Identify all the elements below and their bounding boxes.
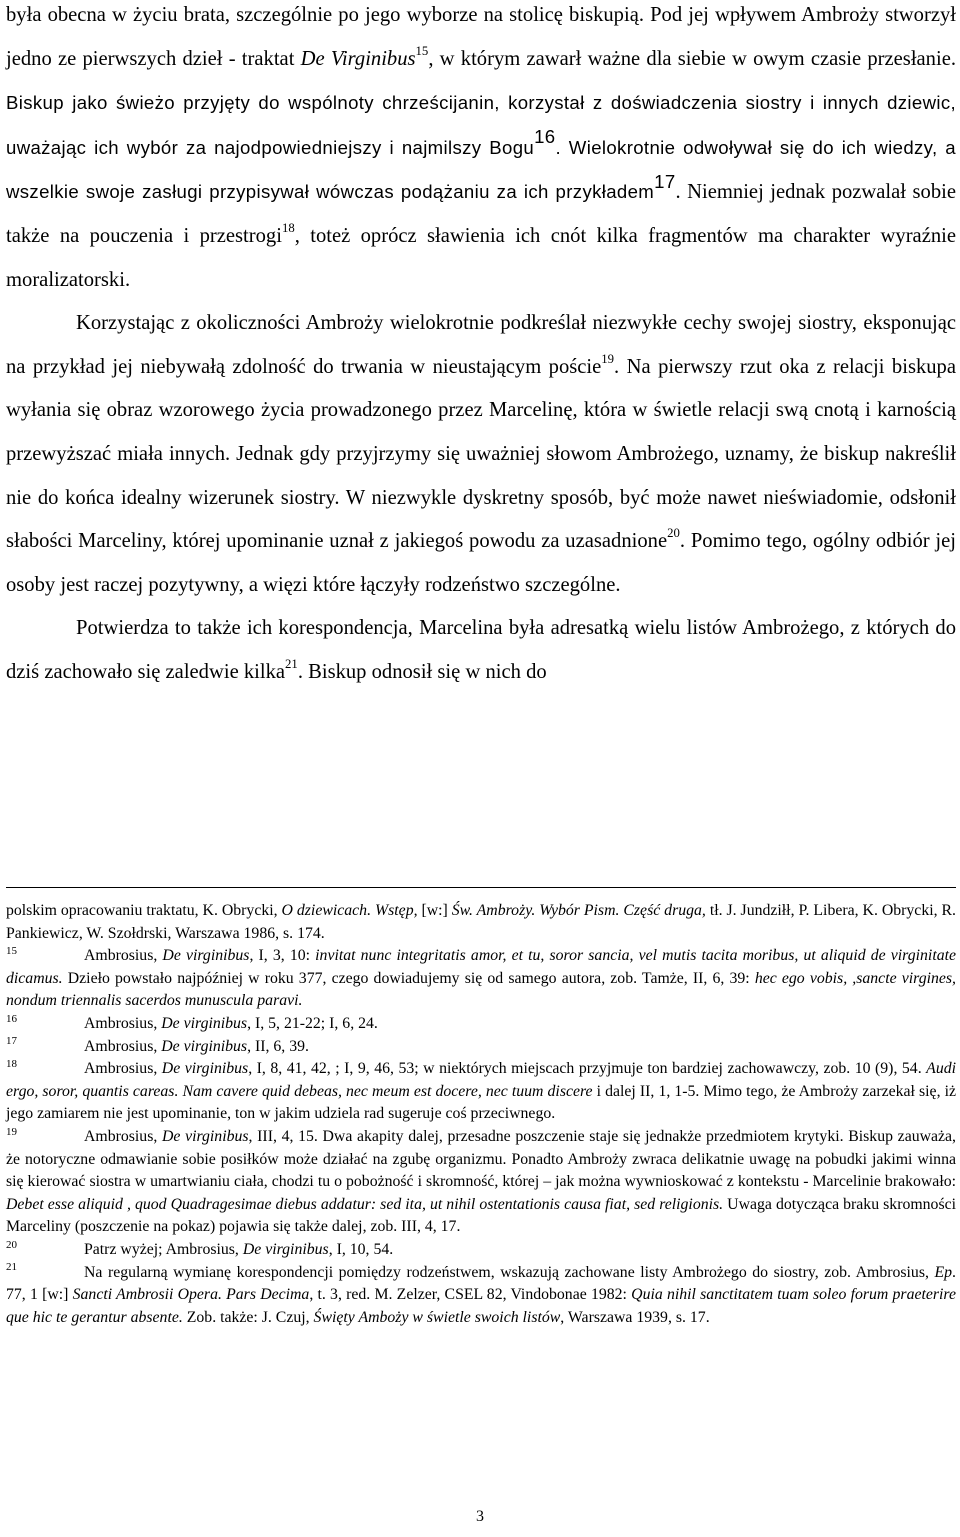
footnote-ref-18[interactable]: 18 — [281, 221, 295, 236]
text-run: , I, 8, 41, 42, ; I, 9, 46, 53; w niektórych miejscach przyjmuje ton bardziej zachowawczy, zob. 10 (9), 54. — [248, 1060, 927, 1078]
text-run: Zob. także: J. Czuj, — [182, 1308, 314, 1326]
paragraph-1 — [6, 0, 956, 302]
text-run: Ambrosius, — [84, 947, 163, 965]
text-run: , toteż oprócz sławienia ich cnót kilka fragmentów ma charakter wyraźnie moralizatorski. — [6, 224, 956, 291]
text-run: Ambrosius, — [84, 1037, 162, 1055]
text-run: tł. J. Jundziłł, P. Libera, K. Obrycki, R. Pankiewicz, W. Szołdrski, Warszawa 1986, s. 174. — [6, 902, 956, 942]
main-text — [6, 0, 956, 695]
text-run: . Niemniej jednak pozwalał sobie także na pouczenia i przestrogi — [6, 181, 956, 247]
footnote-21: 21 Na regularną wymianę korespondencji pomiędzy rodzeństwem, wskazują zachowane listy Ambrożego do siostry, zob. Ambrosius, Ep. 77, 1 [w:] Sancti Ambrosii Opera. Pars Decima, t. 3, red. M. Zelzer, CSEL 82, Vindobonae 1982: Quia nihil sanctitatem tuam soleo forum praeterire que hic te gerantur absente. Zob. także: J. Czuj, Święty Amboży w świetle swoich listów, Warszawa 1939, s. 17. — [6, 1261, 956, 1326]
italic-text: Ep — [934, 1263, 953, 1281]
footnote-ref-15[interactable]: 15 — [415, 43, 429, 58]
text-run: . Na pierwszy rzut oka z relacji biskupa wyłania się obraz wzorowego życia prowadzonego przez Marcelinę, która w świetle relacji swą cnotą i karnością przewyższać miała innych. Jednak gdy przyjrzymy się uważniej słowom Ambrożego, uznamy, że biskup nakreślił nie do końca idealny wizerunek siostry. W niezwykle dyskretny sposób, być może nawet nieświadomie, odsłonił słabości Marceliny, której upominanie uznał z jakiegoś powodu za uzasadnione — [6, 355, 956, 553]
italic-text: invitat nunc integritatis amor, et tu, soror sancia, vel mutis tacita moribus, ut aliquid de virginitate dicamus. — [6, 947, 957, 987]
footnote-ref-16[interactable]: 16 — [534, 126, 556, 148]
italic-text: De virginibus — [161, 1014, 248, 1032]
italic-title: De Virginibus — [300, 47, 416, 70]
text-run: , w którym zawarł ważne dla siebie w owym czasie przesłanie. — [428, 47, 956, 70]
italic-text: Święty Amboży w świetle swoich listów — [313, 1308, 561, 1326]
text-run: . Biskup odnosił się w nich do — [297, 660, 547, 683]
italic-text: De virginibus — [242, 1240, 329, 1258]
footnote-20: 20 Patrz wyżej; Ambrosius, De virginibus, I, 10, 54. — [6, 1238, 394, 1258]
footnote-ref-17[interactable]: 17 — [654, 170, 676, 192]
text-run: Potwierdza to także ich korespondencja, Marcelina była adresatką wielu listów Ambrożego, z których do dziś zachowało się zaledwie kilka — [6, 617, 956, 683]
italic-text: Św. Ambroży. Wybór Pism. Część druga, — [451, 902, 706, 919]
italic-text: O dziewicach. Wstęp, — [281, 902, 418, 919]
italic-text: Sancti Ambrosii Opera. Pars Decima — [72, 1286, 310, 1304]
text-run: , III, 4, 15. Dwa akapity dalej, przesadne poszczenie staje się jednakże przedmiotem krytyki. Biskup zauważa, że notoryczne odmawianie sobie posiłków może działać na zgubę organizmu. Ponadto Ambroży zwraca delikatnie uwagę na pobudki jakimi winna się kierować siostra w umartwianiu ciała, chodzi tu o pobożność i skromność, której – jak można wywnioskować z kontekstu - Marcelinie brakowało: — [6, 1127, 956, 1191]
text-run: Uwaga dotycząca braku skromności Marceliny (poszczenie na pokaz) pojawia się także dalej, zob. III, 4, 17. — [6, 1195, 956, 1236]
footnote-19: 19 Ambrosius, De virginibus, III, 4, 15. Dwa akapity dalej, przesadne poszczenie staje się jednakże przedmiotem krytyki. Biskup zauważa, że notoryczne odmawianie sobie posiłków może działać na zgubę organizmu. Ponadto Ambroży zwraca delikatnie uwagę na pobudki jakimi winna się kierować siostra w umartwianiu ciała, chodzi tu o pobożność i skromność, której – jak można wywnioskować z kontekstu - Marcelinie brakowało: Debet esse aliquid , quod Quadragesimae diebus addatur: sed ita, ut nihil ostentationis causa fiat, sed religionis. Uwaga dotycząca braku skromności Marceliny (poszczenie na pokaz) pojawia się także dalej, zob. III, 4, 17. — [6, 1125, 956, 1236]
footnote-ref-21[interactable]: 21 — [285, 657, 298, 672]
text-run: . 77, 1 [w:] — [6, 1263, 956, 1304]
italic-text: Debet esse aliquid , quod Quadragesimae diebus addatur: sed ita, ut nihil ostentationis causa fiat, sed religionis. — [6, 1195, 724, 1213]
text-run: Dzieło powstało najpóźniej w roku 377, czego dowiadujemy się od samego autora, zob. Tamże, II, 6, 39: — [62, 969, 755, 987]
text-run: , I, 5, 21-22; I, 6, 24. — [247, 1014, 378, 1032]
italic-text: hec ego vobis, ,sancte virgines, nondum triennalis sacerdos munuscula paravi. — [6, 969, 956, 1010]
italic-text: De virginibus — [161, 1127, 249, 1145]
text-run: , Warszawa 1939, s. 17. — [560, 1308, 710, 1326]
text-run: Patrz wyżej; Ambrosius, — [84, 1240, 243, 1258]
text-run: polskim opracowaniu traktatu, K. Obrycki, — [6, 902, 282, 919]
italic-text: De virginibus — [162, 947, 250, 965]
text-run-sans: . Wielokrotnie odwoływał się do ich wiedzy, a wszelkie swoje zasługi przypisywał wówczas podążaniu za ich przykładem — [6, 136, 956, 203]
text-run: Na regularną wymianę korespondencji pomiędzy rodzeństwem, wskazują zachowane listy Ambrożego do siostry, zob. Ambrosius, — [84, 1263, 935, 1281]
page-body — [6, 0, 956, 695]
text-run: [w:] — [417, 902, 452, 919]
italic-text: Quia nihil sanctitatem tuam soleo forum praeterire que hic te gerantur absente. — [6, 1286, 956, 1326]
text-run: i dalej II, 1, 1-5. Mimo tego, że Ambroży zarzekał się, iż jego zamiarem nie jest upominanie, ton w jakim udziela rad sugeruje coś przeciwnego. — [6, 1082, 956, 1123]
text-run: była obecna w życiu brata, szczególnie po jego wyborze na stolicę biskupią. Pod jej wpływem Ambroży stworzył jedno ze pierwszych dzieł - traktat — [6, 4, 956, 70]
text-run: Ambrosius, — [84, 1060, 162, 1078]
footnote-15: 15 Ambrosius, De virginibus, I, 3, 10: invitat nunc integritatis amor, et tu, soror sancia, vel mutis tacita moribus, ut aliquid de virginitate dicamus. Dzieło powstało najpóźniej w roku 377, czego dowiadujemy się od samego autora, zob. Tamże, II, 6, 39: hec ego vobis, ,sancte virgines, nondum triennalis sacerdos munuscula paravi. — [6, 944, 957, 1010]
footnote-17: 17 Ambrosius, De virginibus, II, 6, 39. — [6, 1035, 309, 1055]
footnote-ref-19[interactable]: 19 — [601, 351, 615, 366]
page-number: 3 — [476, 1508, 484, 1525]
text-run: . Pomimo tego, ogólny odbiór jej osoby jest raczej pozytywny, a więzi które łączyły rodzeństwo szczególne. — [6, 530, 957, 596]
italic-text: Audi ergo, soror, quantis careas. Nam cavere quid debeas, nec meum est docere, nec tuum discere — [6, 1060, 957, 1100]
footnote-18: 18 Ambrosius, De virginibus, I, 8, 41, 42, ; I, 9, 46, 53; w niektórych miejscach przyjmuje ton bardziej zachowawczy, zob. 10 (9), 54. Audi ergo, soror, quantis careas. Nam cavere quid debeas, nec meum est docere, nec tuum discere i dalej II, 1, 1-5. Mimo tego, że Ambroży zarzekał się, iż jego zamiarem nie jest upominanie, ton w jakim udziela rad sugeruje coś przeciwnego. — [6, 1057, 957, 1123]
text-run-sans: Biskup jako świeżo przyjęty do wspólnoty chrześcijanin, korzystał z doświadczenia siostry i innych dziewic, uważając ich wybór za najodpowiedniejszy i najmilszy Bogu — [6, 92, 956, 158]
paragraph-2 — [6, 302, 956, 607]
text-run: , II, 6, 39. — [247, 1037, 309, 1055]
text-run: Ambrosius, — [84, 1127, 162, 1145]
text-run: , I, 10, 54. — [328, 1240, 394, 1258]
footnote-separator — [6, 887, 956, 888]
footnote-ref-20[interactable]: 20 — [667, 526, 680, 541]
italic-text: De virginibus — [161, 1037, 248, 1055]
footnote-16: 16 Ambrosius, De virginibus, I, 5, 21-22; I, 6, 24. — [6, 1012, 378, 1032]
text-run: Ambrosius, — [84, 1014, 162, 1032]
text-run: , t. 3, red. M. Zelzer, CSEL 82, Vindobonae 1982: — [309, 1286, 632, 1304]
text-run: , I, 3, 10: — [249, 947, 316, 965]
italic-text: De virginibus — [161, 1060, 249, 1078]
paragraph-3 — [6, 607, 956, 694]
text-run: Korzystając z okoliczności Ambroży wielokrotnie podkreślał niezwykłe cechy swojej siostry, eksponując na przykład jej niebywałą zdolność do trwania w nieustającym poście — [6, 312, 956, 378]
footnotes — [6, 900, 956, 1329]
footnote-continued — [6, 900, 956, 945]
